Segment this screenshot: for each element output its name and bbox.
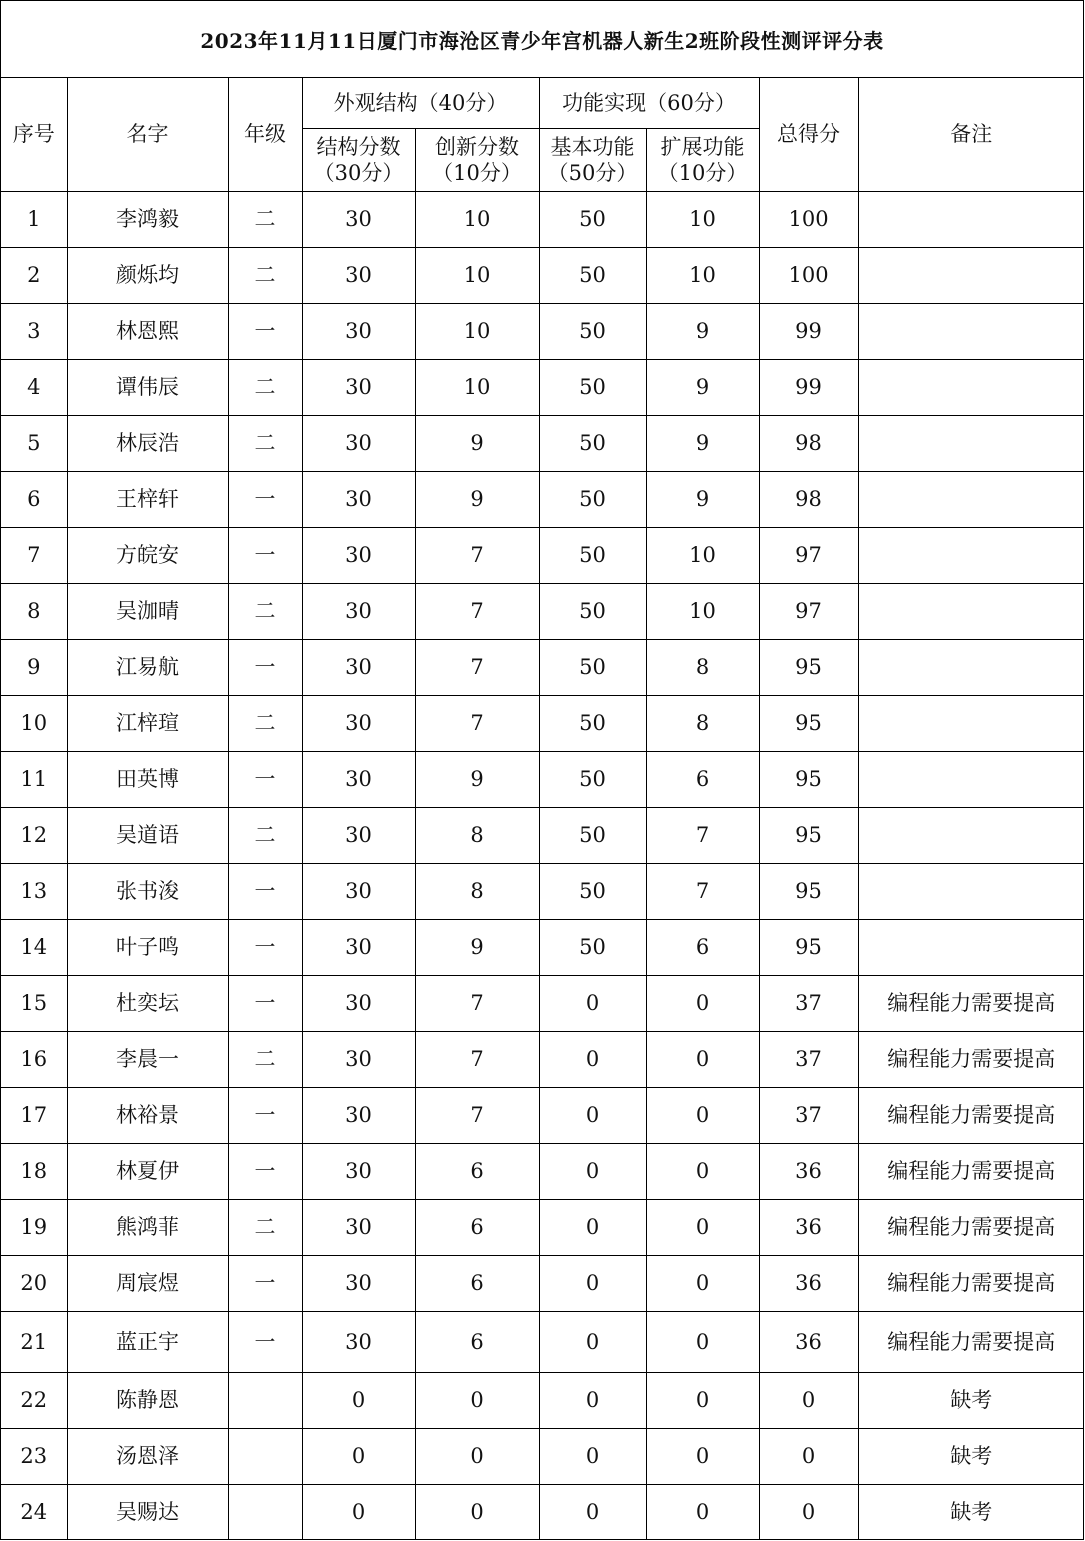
extended-function-score-cell: 0 [646, 976, 759, 1032]
structure-score-cell: 30 [302, 584, 415, 640]
row-index-cell: 3 [1, 304, 67, 360]
student-name-cell: 汤恩泽 [67, 1429, 228, 1485]
row-index-cell: 21 [1, 1312, 67, 1373]
remark-cell [858, 696, 1084, 752]
basic-function-score-cell: 0 [539, 1088, 646, 1144]
student-name-cell: 张书浚 [67, 864, 228, 920]
remark-cell: 缺考 [858, 1373, 1084, 1429]
header-innovation [415, 129, 539, 192]
student-name-cell: 吴道语 [67, 808, 228, 864]
basic-function-score-cell: 50 [539, 920, 646, 976]
structure-score-cell: 30 [302, 528, 415, 584]
extended-function-score-cell: 10 [646, 528, 759, 584]
grade-cell: 二 [228, 696, 302, 752]
grade-cell: 一 [228, 1256, 302, 1312]
header-innovation-points: （10分） [432, 161, 522, 185]
extended-function-score-cell: 10 [646, 192, 759, 248]
structure-score-cell: 30 [302, 976, 415, 1032]
innovation-score-cell: 7 [415, 528, 539, 584]
student-name-cell: 林夏伊 [67, 1144, 228, 1200]
grade-cell: 二 [228, 360, 302, 416]
row-index-cell: 14 [1, 920, 67, 976]
student-name-cell: 吴赐达 [67, 1485, 228, 1541]
extended-function-score-cell: 0 [646, 1088, 759, 1144]
structure-score-cell: 30 [302, 864, 415, 920]
student-name-cell: 蓝正宇 [67, 1312, 228, 1373]
structure-score-cell: 30 [302, 696, 415, 752]
structure-score-cell: 30 [302, 752, 415, 808]
total-score-cell: 95 [759, 752, 858, 808]
row-index-cell: 12 [1, 808, 67, 864]
remark-cell: 缺考 [858, 1485, 1084, 1541]
innovation-score-cell: 8 [415, 808, 539, 864]
total-score-cell: 37 [759, 976, 858, 1032]
student-name-cell: 江梓瑄 [67, 696, 228, 752]
innovation-score-cell: 0 [415, 1485, 539, 1541]
student-name-cell: 王梓轩 [67, 472, 228, 528]
basic-function-score-cell: 0 [539, 1200, 646, 1256]
header-name: 名字 [67, 78, 228, 192]
score-table [1, 78, 1084, 1540]
extended-function-score-cell: 0 [646, 1312, 759, 1373]
total-score-cell: 0 [759, 1485, 858, 1541]
innovation-score-cell: 6 [415, 1200, 539, 1256]
row-index-cell: 6 [1, 472, 67, 528]
grade-cell: 一 [228, 976, 302, 1032]
extended-function-score-cell: 10 [646, 584, 759, 640]
structure-score-cell: 30 [302, 304, 415, 360]
header-row-1 [1, 78, 1084, 129]
innovation-score-cell: 10 [415, 304, 539, 360]
grade-cell: 一 [228, 1312, 302, 1373]
table-row [1, 1144, 1084, 1200]
total-score-cell: 100 [759, 192, 858, 248]
total-score-cell: 95 [759, 864, 858, 920]
structure-score-cell: 0 [302, 1373, 415, 1429]
total-score-cell: 95 [759, 920, 858, 976]
structure-score-cell: 30 [302, 640, 415, 696]
innovation-score-cell: 9 [415, 752, 539, 808]
table-row [1, 1256, 1084, 1312]
table-row [1, 304, 1084, 360]
innovation-score-cell: 10 [415, 248, 539, 304]
remark-cell [858, 640, 1084, 696]
basic-function-score-cell: 0 [539, 1485, 646, 1541]
structure-score-cell: 30 [302, 360, 415, 416]
score-table-body [1, 192, 1084, 1541]
table-row [1, 808, 1084, 864]
grade-cell [228, 1373, 302, 1429]
total-score-cell: 99 [759, 360, 858, 416]
header-basic-points: （50分） [547, 161, 638, 185]
table-row [1, 1429, 1084, 1485]
table-row [1, 1032, 1084, 1088]
grade-cell: 一 [228, 1088, 302, 1144]
remark-cell [858, 864, 1084, 920]
innovation-score-cell: 10 [415, 360, 539, 416]
basic-function-score-cell: 50 [539, 472, 646, 528]
extended-function-score-cell: 7 [646, 864, 759, 920]
row-index-cell: 9 [1, 640, 67, 696]
extended-function-score-cell: 8 [646, 640, 759, 696]
remark-cell: 缺考 [858, 1429, 1084, 1485]
grade-cell: 二 [228, 584, 302, 640]
extended-function-score-cell: 0 [646, 1144, 759, 1200]
student-name-cell: 谭伟辰 [67, 360, 228, 416]
remark-cell [858, 528, 1084, 584]
total-score-cell: 36 [759, 1200, 858, 1256]
student-name-cell: 李晨一 [67, 1032, 228, 1088]
extended-function-score-cell: 0 [646, 1200, 759, 1256]
remark-cell: 编程能力需要提高 [858, 1256, 1084, 1312]
basic-function-score-cell: 0 [539, 1429, 646, 1485]
innovation-score-cell: 6 [415, 1256, 539, 1312]
student-name-cell: 周宸煜 [67, 1256, 228, 1312]
student-name-cell: 熊鸿菲 [67, 1200, 228, 1256]
basic-function-score-cell: 50 [539, 752, 646, 808]
header-structure [302, 129, 415, 192]
student-name-cell: 林裕景 [67, 1088, 228, 1144]
row-index-cell: 8 [1, 584, 67, 640]
remark-cell [858, 248, 1084, 304]
row-index-cell: 19 [1, 1200, 67, 1256]
innovation-score-cell: 8 [415, 864, 539, 920]
grade-cell: 一 [228, 864, 302, 920]
row-index-cell: 11 [1, 752, 67, 808]
remark-cell [858, 416, 1084, 472]
remark-cell [858, 192, 1084, 248]
extended-function-score-cell: 9 [646, 304, 759, 360]
grade-cell: 一 [228, 472, 302, 528]
structure-score-cell: 30 [302, 416, 415, 472]
total-score-cell: 98 [759, 416, 858, 472]
extended-function-score-cell: 9 [646, 472, 759, 528]
table-row [1, 1485, 1084, 1541]
remark-cell [858, 808, 1084, 864]
structure-score-cell: 0 [302, 1429, 415, 1485]
table-row [1, 1088, 1084, 1144]
innovation-score-cell: 0 [415, 1429, 539, 1485]
row-index-cell: 22 [1, 1373, 67, 1429]
grade-cell: 二 [228, 192, 302, 248]
total-score-cell: 37 [759, 1032, 858, 1088]
remark-cell: 编程能力需要提高 [858, 1312, 1084, 1373]
total-score-cell: 97 [759, 584, 858, 640]
grade-cell: 一 [228, 752, 302, 808]
table-row [1, 920, 1084, 976]
innovation-score-cell: 9 [415, 920, 539, 976]
table-row [1, 360, 1084, 416]
header-structure-label: 结构分数 [316, 134, 401, 159]
structure-score-cell: 30 [302, 1032, 415, 1088]
header-basic [539, 129, 646, 192]
row-index-cell: 16 [1, 1032, 67, 1088]
remark-cell [858, 472, 1084, 528]
header-extended-points: （10分） [657, 161, 748, 185]
innovation-score-cell: 7 [415, 1088, 539, 1144]
table-row [1, 584, 1084, 640]
grade-cell: 一 [228, 304, 302, 360]
extended-function-score-cell: 0 [646, 1429, 759, 1485]
basic-function-score-cell: 50 [539, 192, 646, 248]
student-name-cell: 方皖安 [67, 528, 228, 584]
table-row [1, 248, 1084, 304]
table-row [1, 640, 1084, 696]
basic-function-score-cell: 50 [539, 864, 646, 920]
row-index-cell: 2 [1, 248, 67, 304]
student-name-cell: 林辰浩 [67, 416, 228, 472]
header-structure-points: （30分） [313, 161, 404, 185]
remark-cell: 编程能力需要提高 [858, 1144, 1084, 1200]
grade-cell: 一 [228, 640, 302, 696]
structure-score-cell: 30 [302, 248, 415, 304]
total-score-cell: 36 [759, 1312, 858, 1373]
extended-function-score-cell: 0 [646, 1032, 759, 1088]
remark-cell: 编程能力需要提高 [858, 1088, 1084, 1144]
table-row [1, 976, 1084, 1032]
basic-function-score-cell: 50 [539, 584, 646, 640]
grade-cell: 一 [228, 920, 302, 976]
total-score-cell: 36 [759, 1144, 858, 1200]
row-index-cell: 1 [1, 192, 67, 248]
innovation-score-cell: 9 [415, 416, 539, 472]
extended-function-score-cell: 9 [646, 360, 759, 416]
header-total: 总得分 [759, 78, 858, 192]
grade-cell: 二 [228, 416, 302, 472]
row-index-cell: 20 [1, 1256, 67, 1312]
grade-cell: 二 [228, 248, 302, 304]
structure-score-cell: 30 [302, 920, 415, 976]
structure-score-cell: 30 [302, 1256, 415, 1312]
extended-function-score-cell: 6 [646, 920, 759, 976]
student-name-cell: 李鸿毅 [67, 192, 228, 248]
student-name-cell: 叶子鸣 [67, 920, 228, 976]
remark-cell: 编程能力需要提高 [858, 1200, 1084, 1256]
grade-cell: 二 [228, 808, 302, 864]
basic-function-score-cell: 0 [539, 1373, 646, 1429]
innovation-score-cell: 7 [415, 1032, 539, 1088]
innovation-score-cell: 6 [415, 1144, 539, 1200]
total-score-cell: 95 [759, 808, 858, 864]
total-score-cell: 36 [759, 1256, 858, 1312]
table-row [1, 192, 1084, 248]
table-row [1, 696, 1084, 752]
innovation-score-cell: 0 [415, 1373, 539, 1429]
extended-function-score-cell: 8 [646, 696, 759, 752]
table-row [1, 472, 1084, 528]
row-index-cell: 17 [1, 1088, 67, 1144]
grade-cell [228, 1485, 302, 1541]
basic-function-score-cell: 50 [539, 248, 646, 304]
innovation-score-cell: 7 [415, 976, 539, 1032]
basic-function-score-cell: 50 [539, 808, 646, 864]
row-index-cell: 18 [1, 1144, 67, 1200]
innovation-score-cell: 7 [415, 640, 539, 696]
extended-function-score-cell: 10 [646, 248, 759, 304]
remark-cell [858, 304, 1084, 360]
basic-function-score-cell: 50 [539, 696, 646, 752]
basic-function-score-cell: 0 [539, 1032, 646, 1088]
student-name-cell: 吴泇晴 [67, 584, 228, 640]
row-index-cell: 15 [1, 976, 67, 1032]
student-name-cell: 林恩熙 [67, 304, 228, 360]
total-score-cell: 99 [759, 304, 858, 360]
basic-function-score-cell: 0 [539, 976, 646, 1032]
extended-function-score-cell: 0 [646, 1373, 759, 1429]
table-row [1, 1312, 1084, 1373]
table-row [1, 528, 1084, 584]
extended-function-score-cell: 0 [646, 1256, 759, 1312]
total-score-cell: 95 [759, 696, 858, 752]
remark-cell: 编程能力需要提高 [858, 976, 1084, 1032]
sheet-title: 2023年11月11日厦门市海沧区青少年宫机器人新生2班阶段性测评评分表 [1, 1, 1083, 78]
basic-function-score-cell: 0 [539, 1144, 646, 1200]
header-basic-label: 基本功能 [550, 134, 635, 159]
header-remark: 备注 [858, 78, 1084, 192]
header-grade: 年级 [228, 78, 302, 192]
total-score-cell: 0 [759, 1429, 858, 1485]
basic-function-score-cell: 50 [539, 304, 646, 360]
total-score-cell: 97 [759, 528, 858, 584]
basic-function-score-cell: 0 [539, 1312, 646, 1373]
structure-score-cell: 30 [302, 1200, 415, 1256]
structure-score-cell: 30 [302, 1144, 415, 1200]
grade-cell: 二 [228, 1032, 302, 1088]
student-name-cell: 田英博 [67, 752, 228, 808]
basic-function-score-cell: 50 [539, 528, 646, 584]
header-extended-label: 扩展功能 [660, 134, 745, 159]
student-name-cell: 江易航 [67, 640, 228, 696]
header-index: 序号 [1, 78, 67, 192]
remark-cell: 编程能力需要提高 [858, 1032, 1084, 1088]
grade-cell: 一 [228, 1144, 302, 1200]
structure-score-cell: 30 [302, 1312, 415, 1373]
basic-function-score-cell: 50 [539, 640, 646, 696]
remark-cell [858, 920, 1084, 976]
student-name-cell: 杜奕坛 [67, 976, 228, 1032]
basic-function-score-cell: 0 [539, 1256, 646, 1312]
grade-cell: 二 [228, 1200, 302, 1256]
extended-function-score-cell: 6 [646, 752, 759, 808]
innovation-score-cell: 7 [415, 696, 539, 752]
grade-cell [228, 1429, 302, 1485]
extended-function-score-cell: 9 [646, 416, 759, 472]
row-index-cell: 4 [1, 360, 67, 416]
student-name-cell: 陈静恩 [67, 1373, 228, 1429]
row-index-cell: 7 [1, 528, 67, 584]
table-row [1, 864, 1084, 920]
row-index-cell: 5 [1, 416, 67, 472]
header-innovation-label: 创新分数 [435, 134, 519, 159]
total-score-cell: 37 [759, 1088, 858, 1144]
header-function-group: 功能实现（60分） [539, 78, 759, 129]
innovation-score-cell: 10 [415, 192, 539, 248]
row-index-cell: 13 [1, 864, 67, 920]
structure-score-cell: 30 [302, 808, 415, 864]
header-extended [646, 129, 759, 192]
remark-cell [858, 584, 1084, 640]
innovation-score-cell: 7 [415, 584, 539, 640]
total-score-cell: 0 [759, 1373, 858, 1429]
remark-cell [858, 360, 1084, 416]
row-index-cell: 24 [1, 1485, 67, 1541]
remark-cell [858, 752, 1084, 808]
total-score-cell: 98 [759, 472, 858, 528]
structure-score-cell: 30 [302, 192, 415, 248]
basic-function-score-cell: 50 [539, 360, 646, 416]
total-score-cell: 100 [759, 248, 858, 304]
extended-function-score-cell: 7 [646, 808, 759, 864]
innovation-score-cell: 9 [415, 472, 539, 528]
header-appearance-group: 外观结构（40分） [302, 78, 539, 129]
total-score-cell: 95 [759, 640, 858, 696]
structure-score-cell: 30 [302, 1088, 415, 1144]
table-row [1, 1200, 1084, 1256]
innovation-score-cell: 6 [415, 1312, 539, 1373]
student-name-cell: 颜烁均 [67, 248, 228, 304]
grade-cell: 一 [228, 528, 302, 584]
basic-function-score-cell: 50 [539, 416, 646, 472]
structure-score-cell: 0 [302, 1485, 415, 1541]
row-index-cell: 23 [1, 1429, 67, 1485]
table-row [1, 416, 1084, 472]
extended-function-score-cell: 0 [646, 1485, 759, 1541]
table-row [1, 752, 1084, 808]
structure-score-cell: 30 [302, 472, 415, 528]
table-row [1, 1373, 1084, 1429]
row-index-cell: 10 [1, 696, 67, 752]
